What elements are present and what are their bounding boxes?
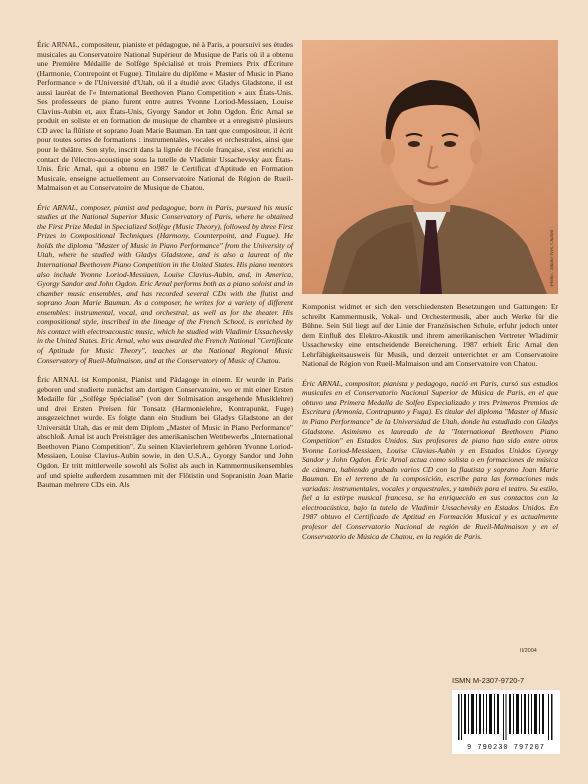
bio-german-continued: Komponist widmet er sich den verschiedensten Besetzungen und Gattungen: Er schreibt Kammermusik, Vokal- und Orchestermusik, aber auch Werke für die Bühne. Sein Stil liegt auf der Linie der Französischen Schule, erfuhr jedoch unter dem Einfluß des Elektro-Akustik und ihrem amerikanischen Vertreter Wladimir Ussachewsky eine entscheidende Bereicherung. 1987 erhielt Éric Arnal den Lehrfähigkeitsausweis für Musik, und derzeit unterrichtet er am Conservatoire National de Région von Rueil-Malmaison und am Conservatoire von Chatou. [302,302,558,369]
photo-credit: Photo : Studio Yves, Chatou [550,229,555,286]
bio-english: Éric ARNAL, composer, pianist and pedagogue, born in Paris, pursued his music studies at the National Superior Music Conservatory of Paris, where he obtained the First Prize Medal in Specialized Solfège (Music Theory), followed by three First Prizes in Compositional Techniques (Harmony, Counterpoint, and Fugue). He holds the diploma "Master of Music in Piano Performance" from the University of Utah, where he studied with Gladys Gladstone, and is also a laureat of the International Beethoven Piano Competition in the United States. His piano mentors also include Yvonne Loriod-Messiaen, Louise Clavius-Aubin, and, in America, Gyorgy Sandor and John Ogdon. Eric Arnal performs both as a piano soloist and in chamber music ensembles, and has recorded several CDs with the flutist and soprano Joan Marie Bauman. As a composer, he writes for a variety of different ensembles: instrumental, vocal, and orchestral, as well as for the theater. His compositional style, inscribed in the lineage of the French School, is enriched by his contact with electroacoustic music, which he studied with Vladimir Ussachevsky in the United States. Eric Arnal, who was awarded the French National "Certificate of Aptitude for Music Theory", teaches at the National Regional Music Conservatory of Rueil-Malmaison, and at the Conservatory of Music of Chatou. [37,202,293,365]
bio-spanish: Éric ARNAL, compositor, pianista y pedagogo, nació en Paris, cursó sus estudios musicales en el Conservatorio Nacional Superior de Música de Paris, en el que obtuvo una Primera Medalla de Solfeo Especializado y tres Primeros Premios de Escritura (Armonía, Contrapunto y Fuga). Es titular del diploma "Master of Music in Piano Performance" de la Universidad de Utah, donde ha estudiado con Gladys Gladstone. Asimismo es laureado de la "International Beethoven Piano Competition" en Estados Unidos. Sus profesores de piano han sido entre otros Yvonne Loriod-Messiaen, Louise Clavius-Aubin y en Estados Unidos Gyorgy Sandor y John Ogdon. Éric Arnal actua como solista o en formaciones de música de cámara, habiendo grabado varios CD con la flautista y soprano Joan Marie Bauman. En el terreno de la composición, escribe para las formaciones más variadas: instrumentales, vocales y orquestrales, y también para el teatro. Su estilo, fiel a la estirpe musical francesa, se ha enriquecido en sus contactos con la electroacústica, bajo la tutela de Vladimir Ussachevsky en Estados Unidos. En 1987 obtuvo el Certificado de Aptitud en Formación Musical y es actualmente profesor del Conservatorio Nacional de región de Rueil-Malmaison y en el Conservatorio de Música de Chatou, en la región de Paris. [302,378,558,541]
left-text-column [37,40,293,500]
bio-french: Éric ARNAL, compositeur, pianiste et pédagogue, né à Paris, a poursuivi ses études musicales au Conservatoire National Supérieur de Musique de Paris où il a obtenu une Première Médaille de Solfège Spécialisé et trois Premiers Prix d'Écriture (Harmonie, Contrepoint et Fugue). Titulaire du diplôme « Master of Music in Piano Performance » de l'Université d'Utah, où il a étudié avec Gladys Gladstone, il est aussi lauréat de l'« International Beethoven Piano Competition » aux États-Unis. Ses professeurs de piano furent entre autres Yvonne Loriod-Messiaen, Louise Clavius-Aubin et, aux États-Unis, Gyorgy Sandor et John Ogdon. Éric Arnal se produit en soliste et en formation de musique de chambre et a enregistré plusieurs CD avec la flûtiste et soprano Joan Marie Bauman. En tant que compositeur, il écrit pour toutes sortes de formations : instrumentales, vocales et orchestrales, ainsi que pour le théâtre. Son style, inscrit dans la lignée de l'école française, s'est enrichi au contact de l'électro-acoustique sous la tutelle de Vladimir Ussachevsky aux États-Unis. Éric Arnal, qui a obtenu en 1987 le Certificat d'Aptitude en Formation Musicale, enseigne actuellement au Conservatoire National de Région de Rueil-Malmaison et au Conservatoire de Musique de Chatou. [37,40,293,193]
barcode [452,690,560,754]
barcode-bars [458,694,554,740]
bio-german: Éric ARNAL ist Komponist, Pianist und Pädagoge in einem. Er wurde in Paris geboren und studierte zunächst am dortigen Conservatoire, wo er mit einer Ersten Medaille für „Solfège Spécialisé" (von der Solmisation ausgehende Musiklehre) und drei Ersten Preisen für Tonsatz (Harmonielehre, Kontrapunkt, Fuge) ausgezeichnet wurde. Es folgte dann ein Studium bei Gladys Gladstone an der Universität Utah, das er mit dem Diplom „Master of Music in Piano Performance" abschloß. Arnal ist auch Preisträger des amerikanischen Wettbewerbs „International Beethoven Piano Competition". Zu seinen Klavierlehrern gehören Yvonne Loriod-Messiaen, Louise Clavius-Aubin sowie, in den U.S.A., Gyorgy Sandor und John Ogdon. Er tritt mittlerweile sowohl als Solist als auch in Kammermusikensembles auf und spielte außerdem zusammen mit der Flötistin und Sopranistin Joan Marie Bauman mehrere CDs ein. Als [37,375,293,490]
portrait-illustration [302,40,558,294]
date-code: II/2004 [520,648,537,654]
right-text-column [302,302,558,551]
portrait-photo [302,40,558,294]
issn-label: ISMN M-2307-9720-7 [452,676,525,685]
barcode-number: 9 790230 797207 [466,744,545,752]
